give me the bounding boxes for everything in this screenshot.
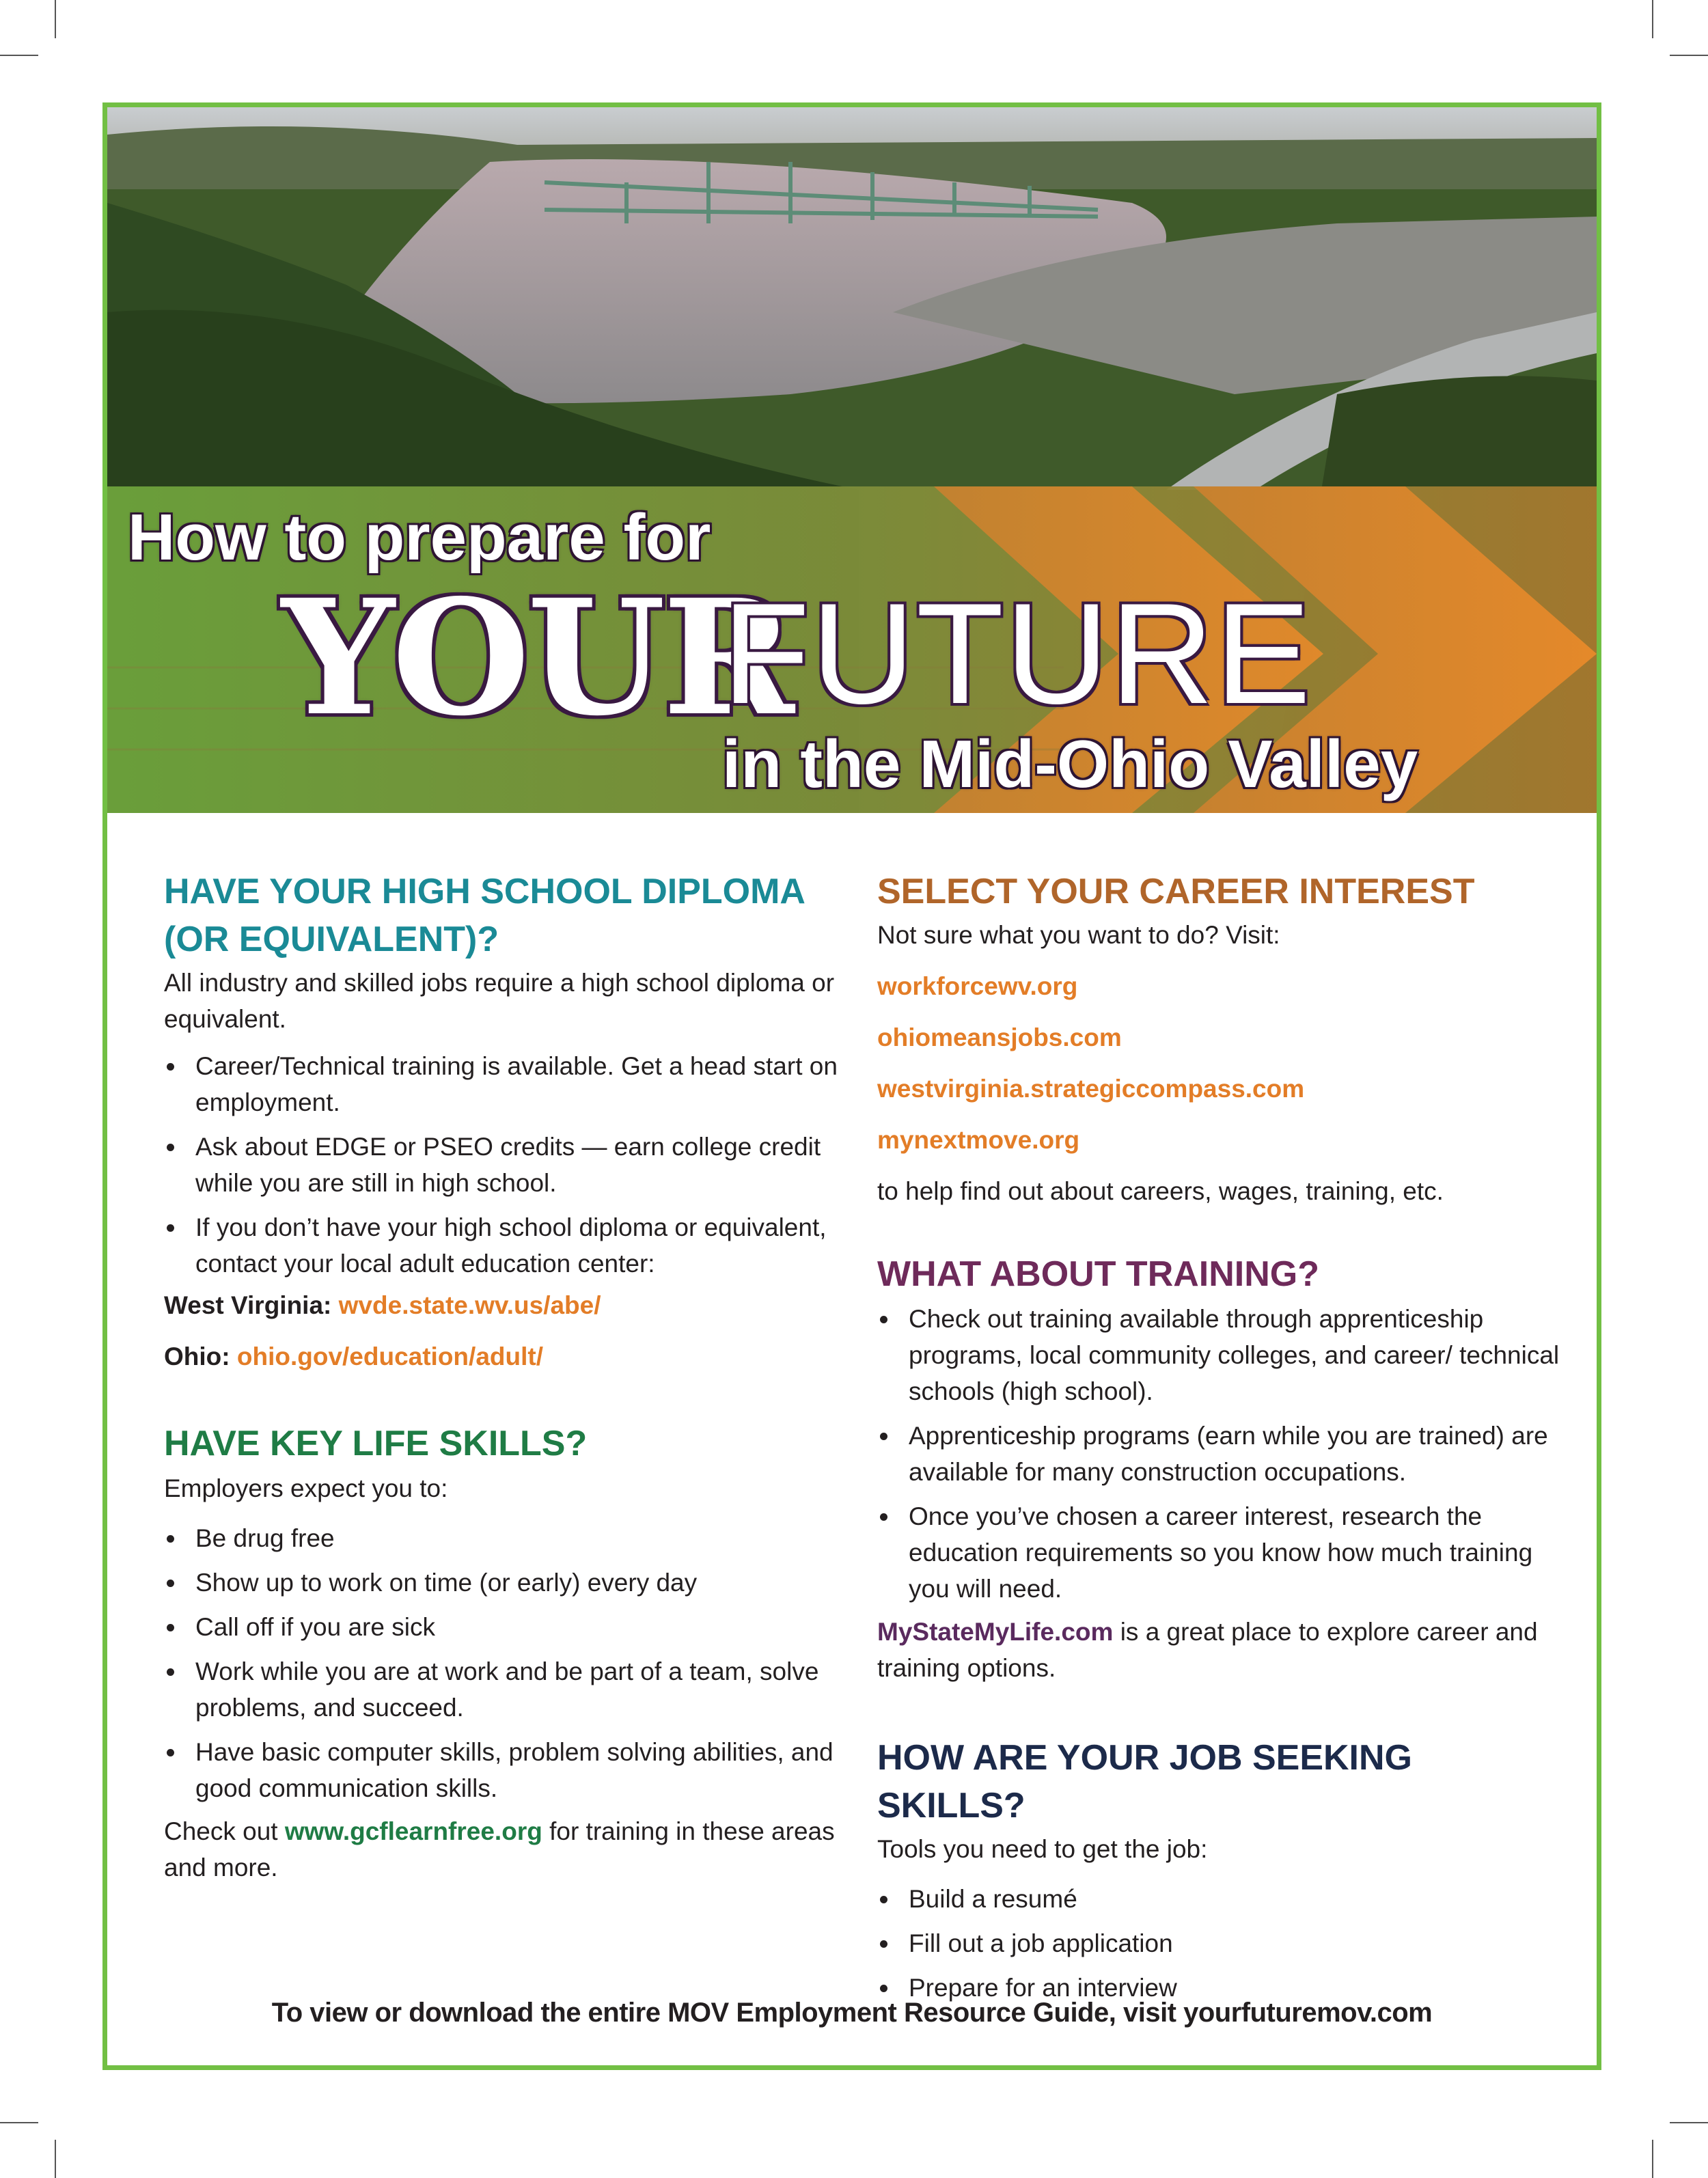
strategiccompass-link[interactable]: westvirginia.strategiccompass.com xyxy=(877,1075,1305,1103)
diploma-list xyxy=(164,1048,840,1282)
hero-line-1: How to prepare for xyxy=(128,501,711,574)
list-item: Work while you are at work and be part of a team, solve problems, and succeed. xyxy=(164,1653,840,1726)
list-item: Call off if you are sick xyxy=(164,1609,840,1645)
job-seeking-intro: Tools you need to get the job: xyxy=(877,1835,1208,1863)
outro-text: is a great place to explore career and training options. xyxy=(877,1618,1538,1682)
wv-adult-ed xyxy=(164,1287,840,1323)
list-item: Apprenticeship programs (earn while you are trained) are available for many construction occupations. xyxy=(877,1418,1560,1490)
list-item: Show up to work on time (or early) every day xyxy=(164,1564,840,1601)
life-skills-intro: Employers expect you to: xyxy=(164,1474,448,1502)
career-intro: Not sure what you want to do? Visit: xyxy=(877,921,1280,949)
oh-label: Ohio: xyxy=(164,1342,230,1370)
outro-text: Check out xyxy=(164,1817,278,1845)
list-item: Ask about EDGE or PSEO credits — earn college credit while you are still in high school. xyxy=(164,1129,840,1201)
list-item: Career/Technical training is available. Get a head start on employment. xyxy=(164,1048,840,1120)
diploma-heading: HAVE YOUR HIGH SCHOOL DIPLOMA (OR EQUIVALENT)? xyxy=(164,872,805,959)
career-heading: SELECT YOUR CAREER INTEREST xyxy=(877,872,1475,911)
crop-mark xyxy=(1670,55,1708,56)
crop-mark xyxy=(1652,2140,1653,2178)
workforcewv-link[interactable]: workforcewv.org xyxy=(877,972,1078,1000)
gcflearnfree-link[interactable]: www.gcflearnfree.org xyxy=(284,1817,542,1845)
ohiomeansjobs-link[interactable]: ohiomeansjobs.com xyxy=(877,1023,1122,1051)
oh-adult-ed xyxy=(164,1338,840,1375)
training-heading: WHAT ABOUT TRAINING? xyxy=(877,1254,1320,1294)
life-skills-heading: HAVE KEY LIFE SKILLS? xyxy=(164,1424,588,1463)
footer-note: To view or download the entire MOV Employment Resource Guide, visit yourfuturemov.com xyxy=(271,1998,1433,2028)
career-outro: to help find out about careers, wages, training, etc. xyxy=(877,1177,1444,1205)
list-item: Have basic computer skills, problem solving abilities, and good communication skills. xyxy=(164,1734,840,1806)
hero-your: YOUR xyxy=(281,564,792,751)
list-item: Build a resumé xyxy=(877,1881,1560,1917)
list-item: Check out training available through apprenticeship programs, local community colleges, and career/ technical schools (high school). xyxy=(877,1301,1560,1409)
list-item: Prepare for an interview xyxy=(877,1970,1560,2006)
crop-mark xyxy=(55,0,56,38)
job-seeking-list xyxy=(877,1881,1560,2006)
outro-text: for training in these areas and more. xyxy=(164,1817,835,1881)
list-item: Once you’ve chosen a career interest, research the education requirements so you know how much training you will need. xyxy=(877,1498,1560,1607)
life-skills-outro xyxy=(164,1813,840,1886)
mystatemylife-link[interactable]: MyStateMyLife.com xyxy=(877,1618,1114,1646)
oh-adult-ed-link[interactable]: ohio.gov/education/adult/ xyxy=(236,1342,543,1370)
diploma-intro: All industry and skilled jobs require a high school diploma or equivalent. xyxy=(164,969,835,1033)
wv-adult-ed-link[interactable]: wvde.state.wv.us/abe/ xyxy=(338,1291,601,1319)
left-column xyxy=(164,868,840,1886)
crop-mark xyxy=(55,2140,56,2178)
list-item: Fill out a job application xyxy=(877,1925,1560,1961)
job-seeking-heading: HOW ARE YOUR JOB SEEKING SKILLS? xyxy=(877,1738,1412,1825)
crop-mark xyxy=(0,2122,38,2123)
hero-banner xyxy=(107,107,1597,813)
wv-label: West Virginia: xyxy=(164,1291,332,1319)
right-column xyxy=(877,868,1560,2006)
training-list xyxy=(877,1301,1560,1607)
life-skills-list xyxy=(164,1520,840,1806)
hero-future: FUTURE xyxy=(722,573,1312,734)
crop-mark xyxy=(1652,0,1653,38)
mynextmove-link[interactable]: mynextmove.org xyxy=(877,1126,1080,1154)
training-outro xyxy=(877,1614,1560,1686)
list-item: If you don’t have your high school diploma or equivalent, contact your local adult education center: xyxy=(164,1209,840,1282)
hero-line-3: in the Mid-Ohio Valley xyxy=(722,726,1418,801)
crop-mark xyxy=(1670,2122,1708,2123)
list-item: Be drug free xyxy=(164,1520,840,1556)
crop-mark xyxy=(0,55,38,56)
